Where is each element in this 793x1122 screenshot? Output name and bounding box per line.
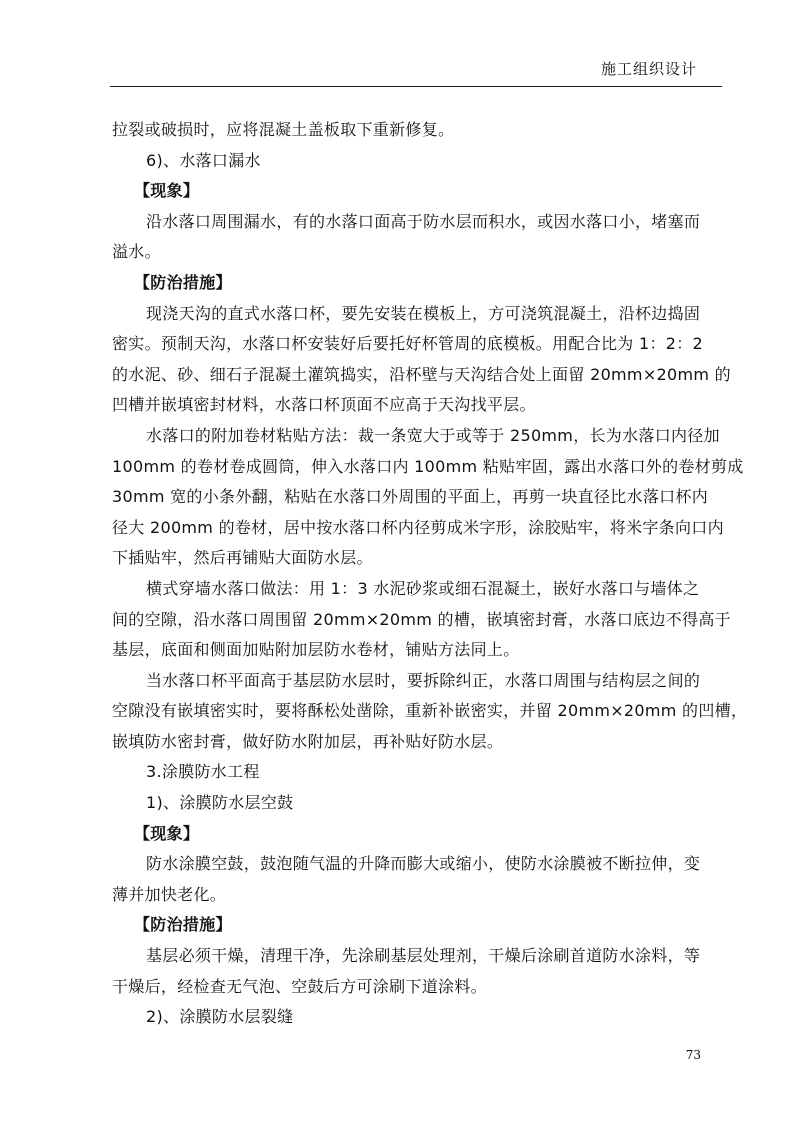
text-line: 凹槽并嵌填密封材料，水落口杯顶面不应高于天沟找平层。 [112, 395, 536, 415]
document-body [112, 115, 748, 1033]
header-rule [110, 86, 722, 87]
section-heading: 【防治措施】 [134, 915, 232, 935]
text-line: 拉裂或破损时，应将混凝土盖板取下重新修复。 [112, 120, 455, 139]
text-line: 基层必须干燥，清理干净，先涂刷基层处理剂，干燥后涂刷首道防水涂料，等 [146, 946, 701, 966]
text-line: 防水涂膜空鼓，鼓泡随气温的升降而膨大或缩小，使防水涂膜被不断拉伸，变 [146, 854, 701, 874]
text-line: 现浇天沟的直式水落口杯，要先安装在模板上，方可浇筑混凝土，沿杯边捣固 [146, 303, 701, 323]
text-line: 当水落口杯平面高于基层防水层时，要拆除纠正，水落口周围与结构层之间的 [146, 670, 701, 690]
text-line: 基层，底面和侧面加贴附加层防水卷材，铺贴方法同上。 [112, 640, 520, 660]
section-heading: 【防治措施】 [134, 272, 232, 292]
text-line: 100mm 的卷材卷成圆筒，伸入水落口内 100mm 粘贴牢固，露出水落口外的卷材剪成 [112, 456, 744, 476]
text-line: 沿水落口周围漏水，有的水落口面高于防水层而积水，或因水落口小，堵塞而 [146, 211, 701, 231]
text-line: 下插贴牢，然后再铺贴大面防水层。 [112, 548, 373, 568]
text-line: 间的空隙，沿水落口周围留 20mm×20mm 的槽，嵌填密封膏，水落口底边不得高于 [112, 609, 731, 629]
text-line: 径大 200mm 的卷材，居中按水落口杯内径剪成米字形，涂胶贴牢，将米字条向口内 [112, 517, 724, 537]
text-line: 2)、涂膜防水层裂缝 [146, 1007, 294, 1027]
text-line: 干燥后，经检查无气泡、空鼓后方可涂刷下道涂料。 [112, 976, 487, 996]
section-heading: 【现象】 [134, 823, 200, 843]
text-line: 嵌填防水密封膏，做好防水附加层，再补贴好防水层。 [112, 731, 504, 751]
text-line: 薄并加快老化。 [112, 884, 227, 904]
text-line: 横式穿墙水落口做法：用 1：3 水泥砂浆或细石混凝土，嵌好水落口与墙体之 [146, 578, 700, 598]
text-line: 水落口的附加卷材粘贴方法：裁一条宽大于或等于 250mm，长为水落口内径加 [146, 425, 720, 445]
text-line: 密实。预制天沟，水落口杯安装好后要托好杯管周的底模板。用配合比为 1：2：2 [112, 334, 704, 354]
text-line: 的水泥、砂、细石子混凝土灌筑捣实，沿杯壁与天沟结合处上面留 20mm×20mm 的 [112, 364, 731, 384]
section-heading: 【现象】 [134, 181, 200, 201]
text-line: 3.涂膜防水工程 [146, 762, 260, 782]
header-title: 施工组织设计 [600, 60, 697, 78]
text-line: 1)、涂膜防水层空鼓 [146, 793, 294, 813]
text-line: 6)、水落口漏水 [146, 150, 261, 170]
page-number: 73 [685, 1048, 701, 1062]
text-line: 溢水。 [112, 242, 161, 262]
text-line: 空隙没有嵌填密实时，要将酥松处凿除，重新补嵌密实，并留 20mm×20mm 的凹槽， [112, 701, 748, 721]
text-line: 30mm 宽的小条外翻，粘贴在水落口外周围的平面上，再剪一块直径比水落口杯内 [112, 487, 709, 507]
